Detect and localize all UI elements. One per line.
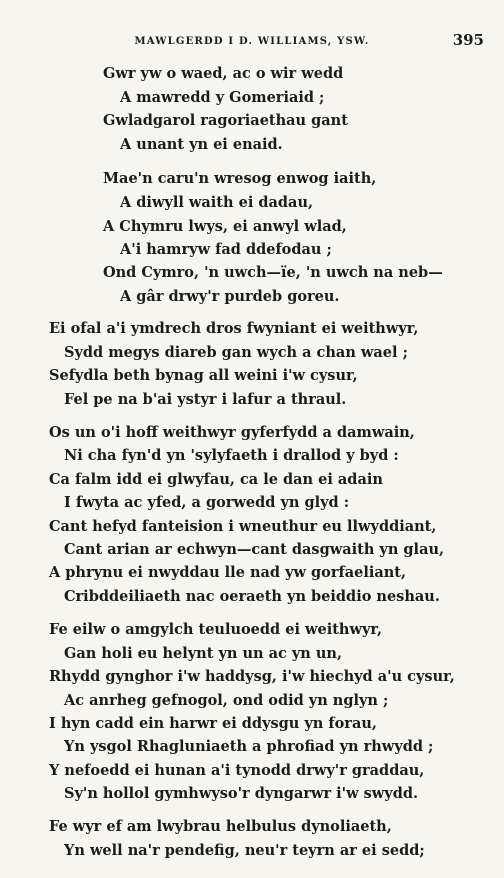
verse-line: Gwladgarol ragoriaethau gant [103, 112, 348, 129]
verse-line: Cant arian ar echwyn—cant dasgwaith yn glau, [64, 541, 445, 558]
page-number: 395 [452, 31, 484, 49]
verse-line: Os un o'i hoff weithwyr gyferfydd a damwain, [49, 424, 415, 441]
verse-line: Yn well na'r pendefig, neu'r teyrn ar ei sedd; [64, 842, 425, 859]
verse-line: Yn ysgol Rhagluniaeth a phrofiad yn rhwydd ; [64, 738, 434, 755]
verse-line: Fe eilw o amgylch teuluoedd ei weithwyr, [49, 621, 383, 638]
verse-line: Sefydla beth bynag all weini i'w cysur, [49, 367, 358, 384]
verse-line: Gwr yw o waed, ac o wir wedd [103, 65, 344, 82]
verse-line: Ond Cymro, 'n uwch—ïe, 'n uwch na neb— [103, 264, 443, 281]
verse-line: I fwyta ac yfed, a gorwedd yn glyd : [64, 494, 350, 511]
verse-line: Fe wyr ef am lwybrau helbulus dynoliaeth, [49, 818, 392, 835]
verse-line: A mawredd y Gomeriaid ; [120, 89, 325, 106]
verse-line: Ca falm idd ei glwyfau, ca le dan ei adain [49, 471, 383, 488]
verse-line: Mae'n caru'n wresog enwog iaith, [103, 170, 377, 187]
verse-line: A gâr drwy'r purdeb goreu. [120, 288, 340, 305]
verse-line: A phrynu ei nwyddau lle nad yw gorfaeliant, [49, 564, 407, 581]
running-title: MAWLGERDD I D. WILLIAMS, YSW. [134, 36, 370, 47]
verse-line: Sy'n hollol gymhwyso'r dyngarwr i'w swydd. [64, 785, 419, 802]
verse-line: Y nefoedd ei hunan a'i tynodd drwy'r graddau, [49, 762, 425, 779]
verse-line: I hyn cadd ein harwr ei ddysgu yn forau, [49, 715, 377, 732]
verse-line: Fel pe na b'ai ystyr i lafur a thraul. [64, 391, 347, 408]
verse-line: Ei ofal a'i ymdrech dros fwyniant ei weithwyr, [49, 320, 419, 337]
verse-line: Rhydd gynghor i'w haddysg, i'w hiechyd a'u cysur, [49, 668, 455, 685]
verse-line: Ni cha fyn'd yn 'sylyfaeth i drallod y byd : [64, 447, 399, 464]
verse-line: Sydd megys diareb gan wych a chan wael ; [64, 344, 408, 361]
verse-line: A'i hamryw fad ddefodau ; [120, 241, 332, 258]
verse-line: Gan holi eu helynt yn un ac yn un, [64, 645, 343, 662]
verse-line: Ac anrheg gefnogol, ond odid yn nglyn ; [64, 692, 389, 709]
verse-line: A Chymru lwys, ei anwyl wlad, [103, 218, 347, 235]
verse-line: Cribddeiliaeth nac oeraeth yn beiddio neshau. [64, 588, 440, 605]
verse-line: A unant yn ei enaid. [120, 136, 283, 153]
verse-line: A diwyll waith ei dadau, [120, 194, 314, 211]
verse-line: Cant hefyd fanteision i wneuthur eu llwyddiant, [49, 518, 437, 535]
